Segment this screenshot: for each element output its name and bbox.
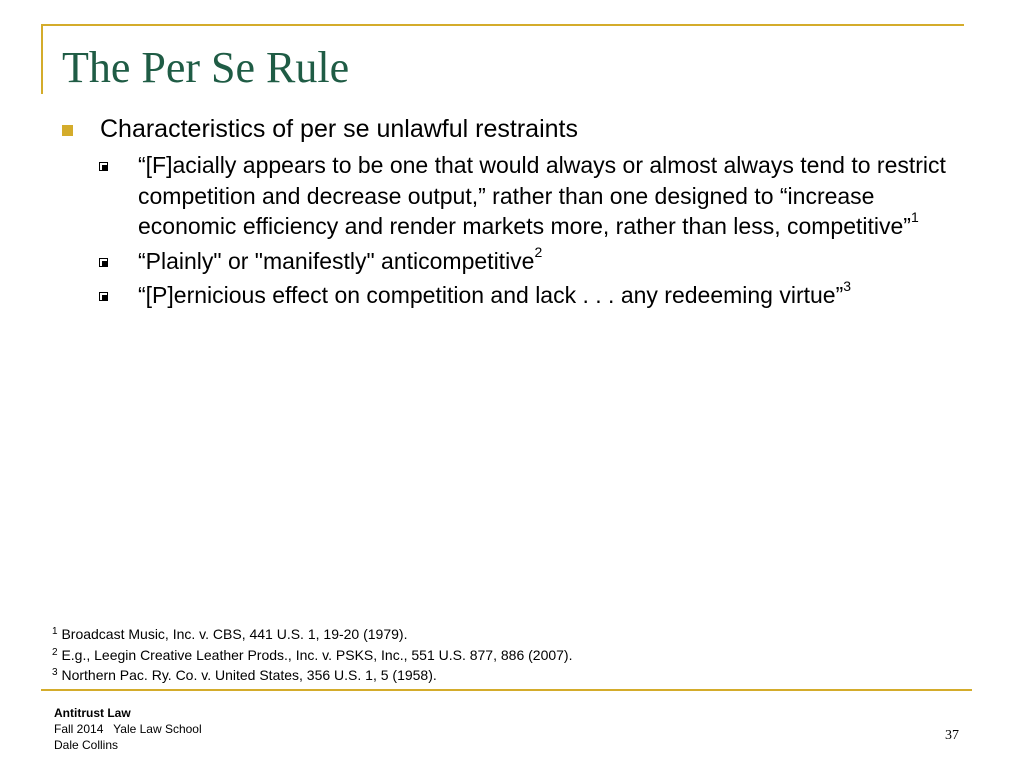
footer-course: Antitrust Law <box>54 706 131 720</box>
footnote-ref: 2 <box>534 243 543 260</box>
footnote-ref: 3 <box>843 278 852 294</box>
footnote-ref: 1 <box>910 209 919 225</box>
sub-bullet-text: “[P]ernicious effect on competition and lack . . . any redeeming virtue” <box>138 282 844 308</box>
footer-author: Dale Collins <box>54 738 119 752</box>
sub-bullet <box>62 150 967 242</box>
footer-term: Fall 2014 Yale Law School <box>54 722 202 736</box>
footnote-number: 2 <box>52 646 58 658</box>
shadow-box-bullet-icon <box>99 258 108 267</box>
sub-bullet <box>62 243 967 277</box>
title-accent-horizontal-rule <box>41 24 964 26</box>
footnote <box>52 645 572 666</box>
sub-bullet-text: “[F]acially appears to be one that would always or almost always tend to restrict competition and decrease output,” rather than one designed to “increase economic efficiency and render markets more, rather than less, competitive” <box>138 152 946 239</box>
footnote <box>52 665 572 686</box>
main-bullet-text: Characteristics of per se unlawful restraints <box>100 115 578 143</box>
sub-bullet-text: “Plainly" or "manifestly" anticompetitive <box>138 247 535 274</box>
footer-rule <box>41 689 972 691</box>
footnote-text: Northern Pac. Ry. Co. v. United States, 356 U.S. 1, 5 (1958). <box>61 667 437 683</box>
slide-body <box>62 112 967 311</box>
slide-title: The Per Se Rule <box>62 43 350 92</box>
footnotes <box>52 624 572 686</box>
footer <box>54 705 202 753</box>
shadow-box-bullet-icon <box>99 292 108 301</box>
shadow-box-bullet-icon <box>99 162 108 171</box>
sub-bullet <box>62 280 967 311</box>
title-accent-vertical-rule <box>41 24 43 94</box>
square-bullet-icon <box>62 125 73 136</box>
footnote-text: Broadcast Music, Inc. v. CBS, 441 U.S. 1, 19-20 (1979). <box>61 626 408 642</box>
main-bullet <box>62 112 967 146</box>
footnote <box>52 624 572 645</box>
footnote-number: 3 <box>52 667 58 678</box>
page-number: 37 <box>945 728 959 743</box>
footnote-text: E.g., Leegin Creative Leather Prods., Inc. v. PSKS, Inc., 551 U.S. 877, 886 (2007). <box>61 646 573 663</box>
footnote-number: 1 <box>52 626 58 637</box>
